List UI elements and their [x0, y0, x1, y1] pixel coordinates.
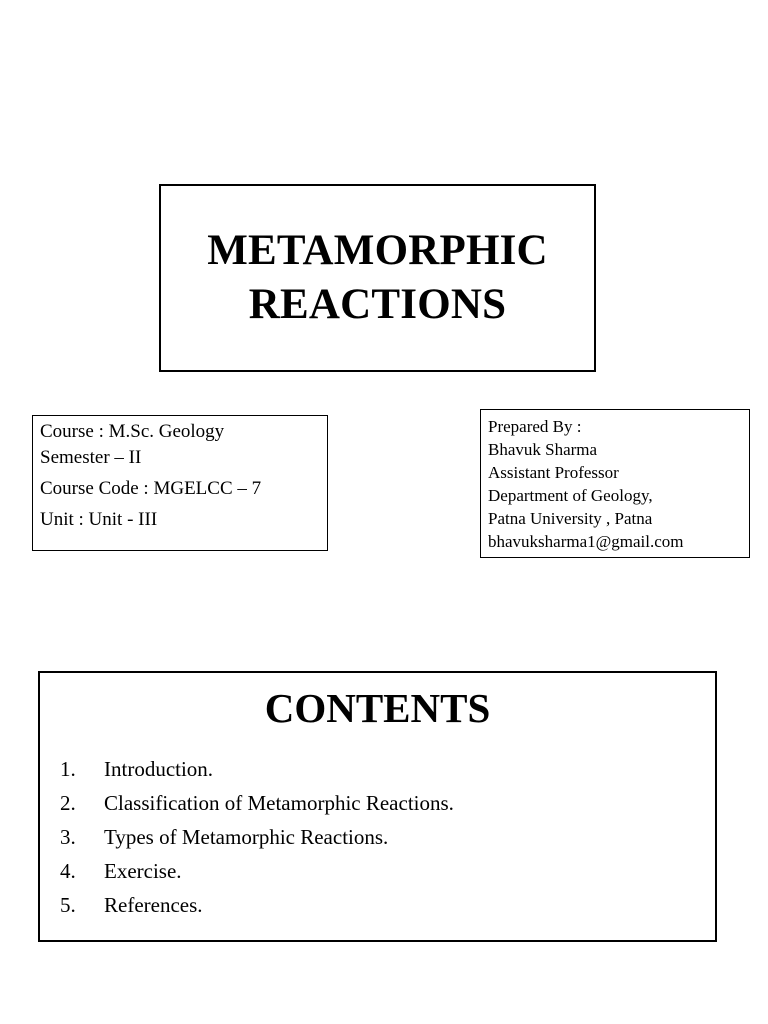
list-item	[60, 859, 454, 893]
course-unit: Unit : Unit - III	[40, 509, 158, 530]
contents-box	[38, 671, 717, 942]
list-item-number: 1.	[60, 757, 76, 781]
list-item-label: Exercise.	[104, 859, 182, 883]
title-box	[159, 184, 596, 372]
author-university: Patna University , Patna	[488, 509, 653, 528]
author-name: Bhavuk Sharma	[488, 440, 598, 459]
list-item	[60, 791, 454, 825]
list-item-number: 2.	[60, 791, 76, 815]
list-item	[60, 893, 454, 927]
title-line-2: REACTIONS	[248, 281, 507, 328]
prepared-by-label: Prepared By :	[488, 417, 582, 436]
list-item	[60, 825, 454, 859]
list-item-label: Types of Metamorphic Reactions.	[104, 825, 389, 849]
list-item-label: Classification of Metamorphic Reactions.	[104, 791, 454, 815]
list-item-label: Introduction.	[104, 757, 214, 781]
course-info-box	[32, 415, 328, 551]
author-box	[480, 409, 750, 558]
list-item-number: 5.	[60, 893, 76, 917]
course-name: Course : M.Sc. Geology	[40, 421, 225, 442]
course-semester: Semester – II	[40, 447, 142, 468]
list-item	[60, 757, 454, 791]
list-item-number: 3.	[60, 825, 76, 849]
contents-heading: CONTENTS	[264, 685, 491, 731]
course-code: Course Code : MGELCC – 7	[40, 478, 262, 499]
author-department: Department of Geology,	[488, 486, 653, 505]
list-item-number: 4.	[60, 859, 76, 883]
author-email: bhavuksharma1@gmail.com	[488, 532, 684, 551]
title-line-1: METAMORPHIC	[207, 227, 548, 274]
author-designation: Assistant Professor	[488, 463, 619, 482]
contents-list	[60, 757, 454, 927]
list-item-label: References.	[104, 893, 203, 917]
